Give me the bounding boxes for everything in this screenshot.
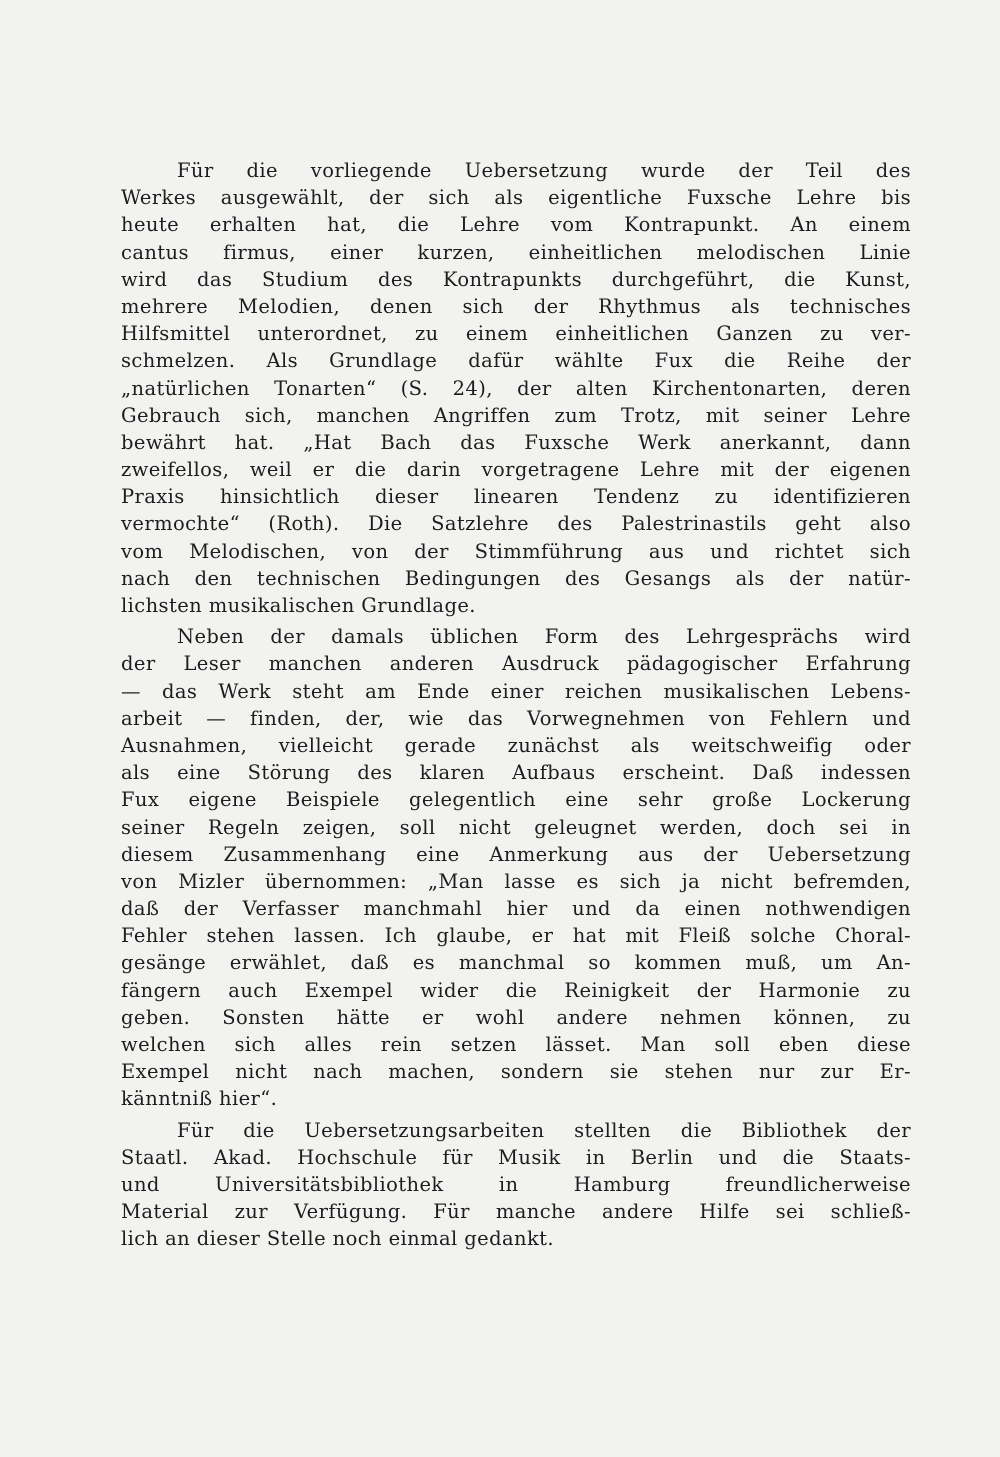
text-line: Neben der damals üblichen Form des Lehrgesprächs wird [177,625,911,649]
text-line: und Universitätsbibliothek in Hamburg freundlicherweise [121,1172,911,1196]
text-line: Praxis hinsichtlich dieser linearen Tendenz zu identifizieren [121,485,911,509]
text-line: lich an dieser Stelle noch einmal gedankt. [121,1227,555,1251]
text-line: Gebrauch sich, manchen Angriffen zum Trotz, mit seiner Lehre [121,403,911,427]
text-line: Ausnahmen, vielleicht gerade zunächst als weitschweifig oder [121,733,911,757]
text-line: Hilfsmittel unterordnet, zu einem einheitlichen Ganzen zu ver- [121,322,911,346]
text-line: — das Werk steht am Ende einer reichen musikalischen Lebens- [121,679,911,703]
text-line: Für die vorliegende Uebersetzung wurde der Teil des [177,159,911,182]
text-line: wird das Studium des Kontrapunkts durchgeführt, die Kunst, [121,267,911,291]
text-line: von Mizler übernommen: „Man lasse es sich ja nicht befremden, [121,869,911,893]
text-line: Staatl. Akad. Hochschule für Musik in Berlin und die Staats- [121,1145,911,1169]
body-text [121,157,911,1253]
text-line: Fux eigene Beispiele gelegentlich eine sehr große Lockerung [121,788,911,812]
paragraph-1 [121,157,911,619]
text-line: Werkes ausgewählt, der sich als eigentliche Fuxsche Lehre bis [121,186,911,210]
text-line: geben. Sonsten hätte er wohl andere nehmen können, zu [121,1005,911,1029]
text-line: der Leser manchen anderen Ausdruck pädagogischer Erfahrung [121,652,911,676]
text-line: heute erhalten hat, die Lehre vom Kontrapunkt. An einem [121,213,911,237]
text-line: Fehler stehen lassen. Ich glaube, er hat mit Fleiß solche Choral- [121,924,911,948]
text-line: gesänge erwählet, daß es manchmal so kommen muß, um An- [121,951,911,975]
text-line: fängern auch Exempel wider die Reinigkeit der Harmonie zu [121,978,911,1002]
text-line: welchen sich alles rein setzen lässet. Man soll eben diese [121,1033,911,1056]
text-line: zweifellos, weil er die darin vorgetragene Lehre mit der eigenen [121,458,911,482]
text-line: Für die Uebersetzungsarbeiten stellten die Bibliothek der [177,1118,911,1142]
text-line: „natürlichen Tonarten“ (S. 24), der alten Kirchentonarten, deren [121,376,911,400]
text-line: vom Melodischen, von der Stimmführung aus und richtet sich [121,539,911,563]
text-line: arbeit — finden, der, wie das Vorwegnehmen von Fehlern und [121,706,911,730]
text-line: Material zur Verfügung. Für manche andere Hilfe sei schließ- [121,1200,911,1224]
text-line: nach den technischen Bedingungen des Gesangs als der natür- [121,566,911,590]
text-line: als eine Störung des klaren Aufbaus erscheint. Daß indessen [121,761,911,785]
paragraph-3 [121,1117,911,1253]
text-line: seiner Regeln zeigen, soll nicht geleugnet werden, doch sei in [121,815,911,839]
text-line: mehrere Melodien, denen sich der Rhythmus als technisches [121,294,911,318]
text-line: bewährt hat. „Hat Bach das Fuxsche Werk anerkannt, dann [121,430,911,454]
text-line: cantus firmus, einer kurzen, einheitlichen melodischen Linie [121,240,911,264]
text-line: vermochte“ (Roth). Die Satzlehre des Palestrinastils geht also [121,512,911,536]
text-line: Exempel nicht nach machen, sondern sie stehen nur zur Er- [121,1060,911,1084]
text-line: lichsten musikalischen Grundlage. [121,594,476,617]
paragraph-2 [121,623,911,1112]
text-line: diesem Zusammenhang eine Anmerkung aus der Uebersetzung [121,842,911,866]
text-line: daß der Verfasser manchmahl hier und da einen nothwendigen [121,897,911,921]
text-line: känntniß hier“. [121,1087,278,1111]
text-line: schmelzen. Als Grundlage dafür wählte Fux die Reihe der [121,349,911,373]
